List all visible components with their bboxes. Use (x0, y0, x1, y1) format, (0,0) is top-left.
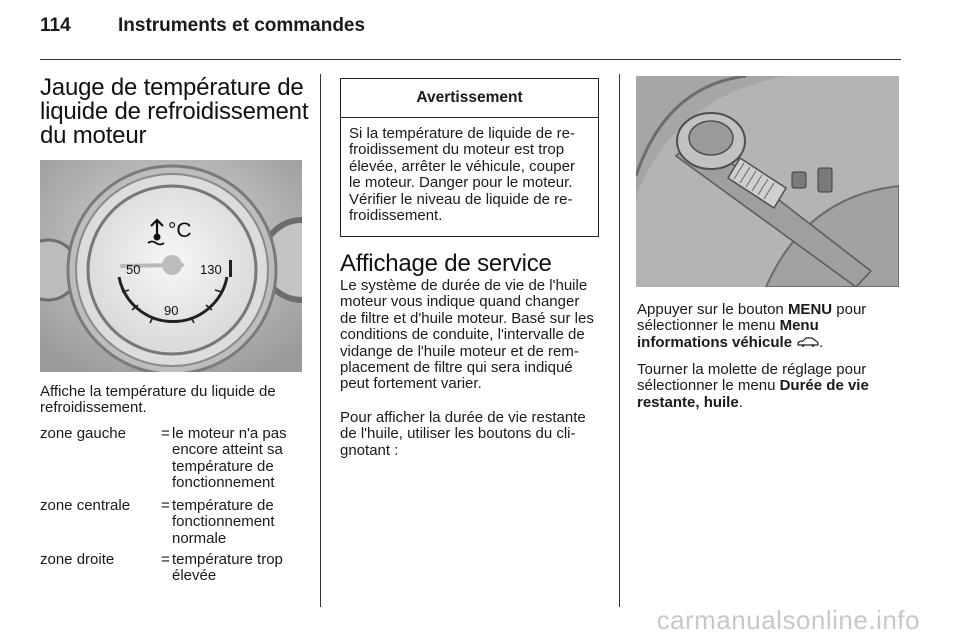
service-paragraph-2: Pour afficher la durée de vie restante de l'huile, utiliser les boutons du cli- gnotant : (340, 409, 586, 459)
chapter-title: Instruments et commandes (118, 15, 366, 36)
gauge-label-90: 90 (164, 303, 179, 318)
coolant-gauge-image (40, 160, 302, 372)
warning-box (340, 78, 599, 237)
zone-row-right (40, 552, 302, 588)
zone-term: zone droite (40, 551, 115, 568)
vehicle-icon (797, 335, 819, 351)
warning-heading: Avertissement (341, 79, 598, 118)
column-divider-2 (619, 74, 620, 607)
zone-term: zone centrale (40, 497, 131, 514)
service-paragraph-1: Le système de durée de vie de l'huile moteur vous indique quand changer de filtre et d'huile moteur. Basé sur les conditions de conduite, l'intervalle de vidange de l'huile moteur et de rem- placement de filtre qui sera indiqué peut fortement varier. (340, 277, 594, 393)
gauge-symbol: °C (168, 219, 192, 242)
stalk-switch-illustration (636, 76, 899, 287)
coolant-gauge-illustration (40, 160, 302, 372)
warning-text: Si la température de liquide de re- froidissement du moteur est trop élevée, arrêter le véhicule, couper le moteur. Danger pour le moteur. Vérifier le niveau de liquide de re- froidissement. (349, 125, 575, 225)
zone-row-center (40, 498, 302, 550)
zone-equals: = (161, 425, 170, 442)
gauge-label-50: 50 (126, 262, 141, 277)
thumbwheel-paragraph: Tourner la molette de réglage pour sélectionner le menu Durée de vie restante, huile. (637, 361, 869, 411)
page-number: 114 (40, 15, 71, 36)
zone-definition: le moteur n'a pas encore atteint sa température de fonctionnement (172, 425, 287, 492)
menu-button-paragraph: Appuyer sur le bouton MENU pour sélectionner le menu Menu informations véhicule . (637, 301, 867, 351)
zone-equals: = (161, 497, 170, 514)
zone-equals: = (161, 551, 170, 568)
watermark: carmanualsonline.info (656, 605, 920, 635)
stalk-switch-image (636, 76, 899, 287)
section-title-service-display: Affichage de service (340, 250, 552, 277)
zone-row-left (40, 426, 302, 496)
header-rule (40, 59, 901, 60)
column-divider-1 (320, 74, 321, 607)
section-title-temperature-gauge: Jauge de température de liquide de refroidissement du moteur (40, 74, 309, 149)
zone-definition: température trop élevée (172, 551, 283, 585)
zone-term: zone gauche (40, 425, 126, 442)
gauge-label-130: 130 (200, 262, 222, 277)
zone-definition: température de fonctionnement normale (172, 497, 275, 547)
gauge-caption: Affiche la température du liquide de refroidissement. (40, 383, 276, 417)
